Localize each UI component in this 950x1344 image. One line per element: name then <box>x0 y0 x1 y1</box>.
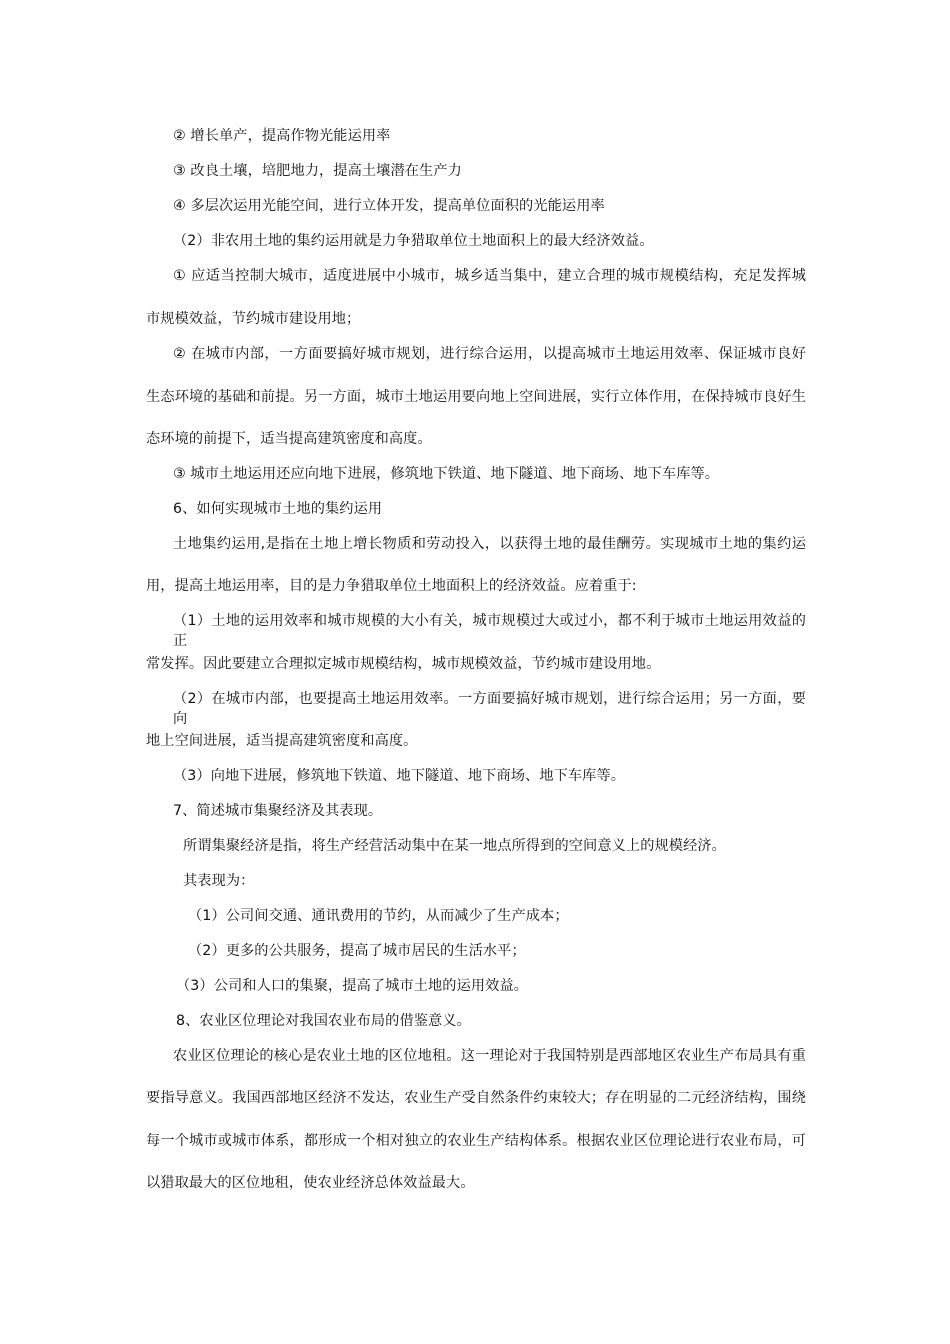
text-line: （3）向地下进展，修筑地下铁道、地下隧道、地下商场、地下车库等。 <box>173 768 626 784</box>
text-line: （2）在城市内部，也要提高土地运用效率。一方面要搞好城市规划，进行综合运用；另一方面，要向 <box>173 691 806 727</box>
text-line: （3）公司和人口的集聚，提高了城市土地的运用效益。 <box>176 978 529 994</box>
text-line: 每一个城市或城市体系，都形成一个相对独立的农业生产结构体系。根据农业区位理论进行农业布局，可 <box>146 1133 806 1149</box>
section-heading: 6、如何实现城市土地的集约运用 <box>173 501 383 517</box>
text-line: 常发挥。因此要建立合理拟定城市规模结构，城市规模效益，节约城市建设用地。 <box>146 656 661 672</box>
text-line: 态环境的前提下，适当提高建筑密度和高度。 <box>146 431 432 447</box>
text-line: 用，提高土地运用率，目的是力争猎取单位土地面积上的经济效益。应着重于: <box>146 578 637 594</box>
text-line: 地上空间进展，适当提高建筑密度和高度。 <box>146 733 418 749</box>
text-line: ④ 多层次运用光能空间，进行立体开发，提高单位面积的光能运用率 <box>173 198 605 214</box>
section-heading: 8、农业区位理论对我国农业布局的借鉴意义。 <box>176 1013 471 1029</box>
text-line: 其表现为： <box>183 873 255 889</box>
section-heading: 7、简述城市集聚经济及其表现。 <box>173 803 383 819</box>
text-line: 要指导意义。我国西部地区经济不发达，农业生产受自然条件约束较大；存在明显的二元经济结构，围绕 <box>146 1090 806 1106</box>
text-line: （2）更多的公共服务，提高了城市居民的生活水平； <box>188 943 526 959</box>
text-line: ② 增长单产，提高作物光能运用率 <box>173 128 391 144</box>
text-line: ① 应适当控制大城市，适度进展中小城市，城乡适当集中，建立合理的城市规模结构，充足发挥城 <box>173 268 806 284</box>
text-line: 土地集约运用,是指在土地上增长物质和劳动投入，以获得土地的最佳酬劳。实现城市土地的集约运 <box>173 536 806 552</box>
text-line: ③ 改良土壤，培肥地力，提高土壤潜在生产力 <box>173 163 462 179</box>
text-line: （2）非农用土地的集约运用就是力争猎取单位土地面积上的最大经济效益。 <box>173 233 654 249</box>
text-line: ③ 城市土地运用还应向地下进展，修筑地下铁道、地下隧道、地下商场、地下车库等。 <box>173 466 720 482</box>
text-line: （1）土地的运用效率和城市规模的大小有关，城市规模过大或过小，都不利于城市土地运用效益的正 <box>173 613 806 649</box>
text-line: 所谓集聚经济是指，将生产经营活动集中在某一地点所得到的空间意义上的规模经济。 <box>183 838 726 854</box>
text-line: 农业区位理论的核心是农业土地的区位地租。这一理论对于我国特别是西部地区农业生产布局具有重 <box>173 1048 806 1064</box>
text-line: 生态环境的基础和前提。另一方面，城市土地运用要向地上空间进展，实行立体作用，在保持城市良好生 <box>146 389 806 405</box>
text-line: 市规模效益，节约城市建设用地； <box>146 311 361 327</box>
text-line: ② 在城市内部，一方面要搞好城市规划，进行综合运用，以提高城市土地运用效率、保证城市良好 <box>173 346 806 362</box>
text-line: （1）公司间交通、通讯费用的节约，从而减少了生产成本； <box>188 908 569 924</box>
text-line: 以猎取最大的区位地租，使农业经济总体效益最大。 <box>146 1175 475 1191</box>
